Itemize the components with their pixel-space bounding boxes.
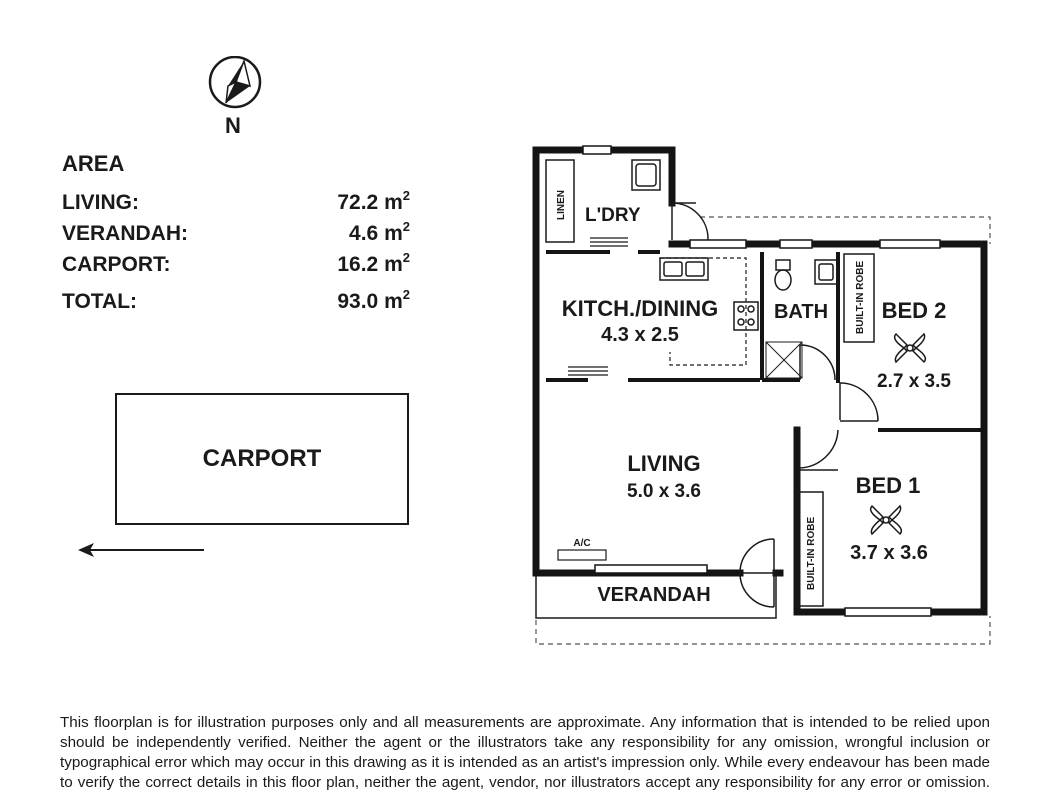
area-label: VERANDAH: <box>62 222 188 245</box>
area-label: CARPORT: <box>62 253 171 276</box>
bed1-size: 3.7 x 3.6 <box>850 542 928 564</box>
carport-label: CARPORT <box>202 445 322 472</box>
area-total-value: 93.0 $m^2$ <box>337 287 410 313</box>
area-value: 16.2 $m^2$ <box>337 250 410 276</box>
living-size: 5.0 x 3.6 <box>627 481 701 502</box>
bed2-label: BED 2 <box>881 298 947 323</box>
linen-label: LINEN <box>556 190 567 220</box>
verandah-label: VERANDAH <box>597 584 711 606</box>
shower-icon <box>766 342 802 378</box>
area-title: AREA <box>62 151 125 176</box>
ceiling-fan-icon <box>895 334 926 362</box>
area-total-label: TOTAL: <box>62 290 138 313</box>
bed2-robe-label: BUILT-IN ROBE <box>855 260 866 334</box>
bed2-door-icon <box>840 383 878 421</box>
kitchen-label: KITCH./DINING <box>561 296 719 321</box>
ac-unit-icon <box>558 550 606 560</box>
bath-door-icon <box>800 345 835 380</box>
bed1-label: BED 1 <box>855 473 921 498</box>
ceiling-fan-icon <box>871 506 902 534</box>
basin-icon <box>815 260 837 284</box>
toilet-icon <box>775 260 791 290</box>
bath-label: BATH <box>773 301 829 323</box>
living-label: LIVING <box>627 451 701 476</box>
interior-walls <box>546 252 984 470</box>
bed2-size: 2.7 x 3.5 <box>877 371 951 392</box>
kitchen-sink-icon <box>660 258 708 280</box>
laundry-door-icon <box>672 203 708 240</box>
area-value: 4.6 $m^2$ <box>349 219 410 245</box>
laundry-tub-icon <box>632 160 660 190</box>
bed1-robe-label: BUILT-IN ROBE <box>806 516 817 590</box>
disclaimer-text: This floorplan is for illustration purposes only and all measurements are approximate. Any information that is intended to be relied upon should be independently verified. Neither the agent or the illustrators take any responsibility for any omission, wrongful inclusion or typographical error which may occur in this drawing as it is intended as an artist's impression only. While every endeavour has been made to verify the correct details in this floor plan, neither the agent, vendor, nor illustrators accept any responsibility for any error or omission. <box>60 714 990 791</box>
area-label: LIVING: <box>62 191 139 214</box>
ac-label: A/C <box>573 538 591 549</box>
laundry-label: L'DRY <box>585 205 641 226</box>
bed1-door-icon <box>797 430 838 470</box>
kitchen-size: 4.3 x 2.5 <box>601 324 679 346</box>
area-value: 72.2 $m^2$ <box>337 188 410 214</box>
north-label: N <box>225 113 241 138</box>
